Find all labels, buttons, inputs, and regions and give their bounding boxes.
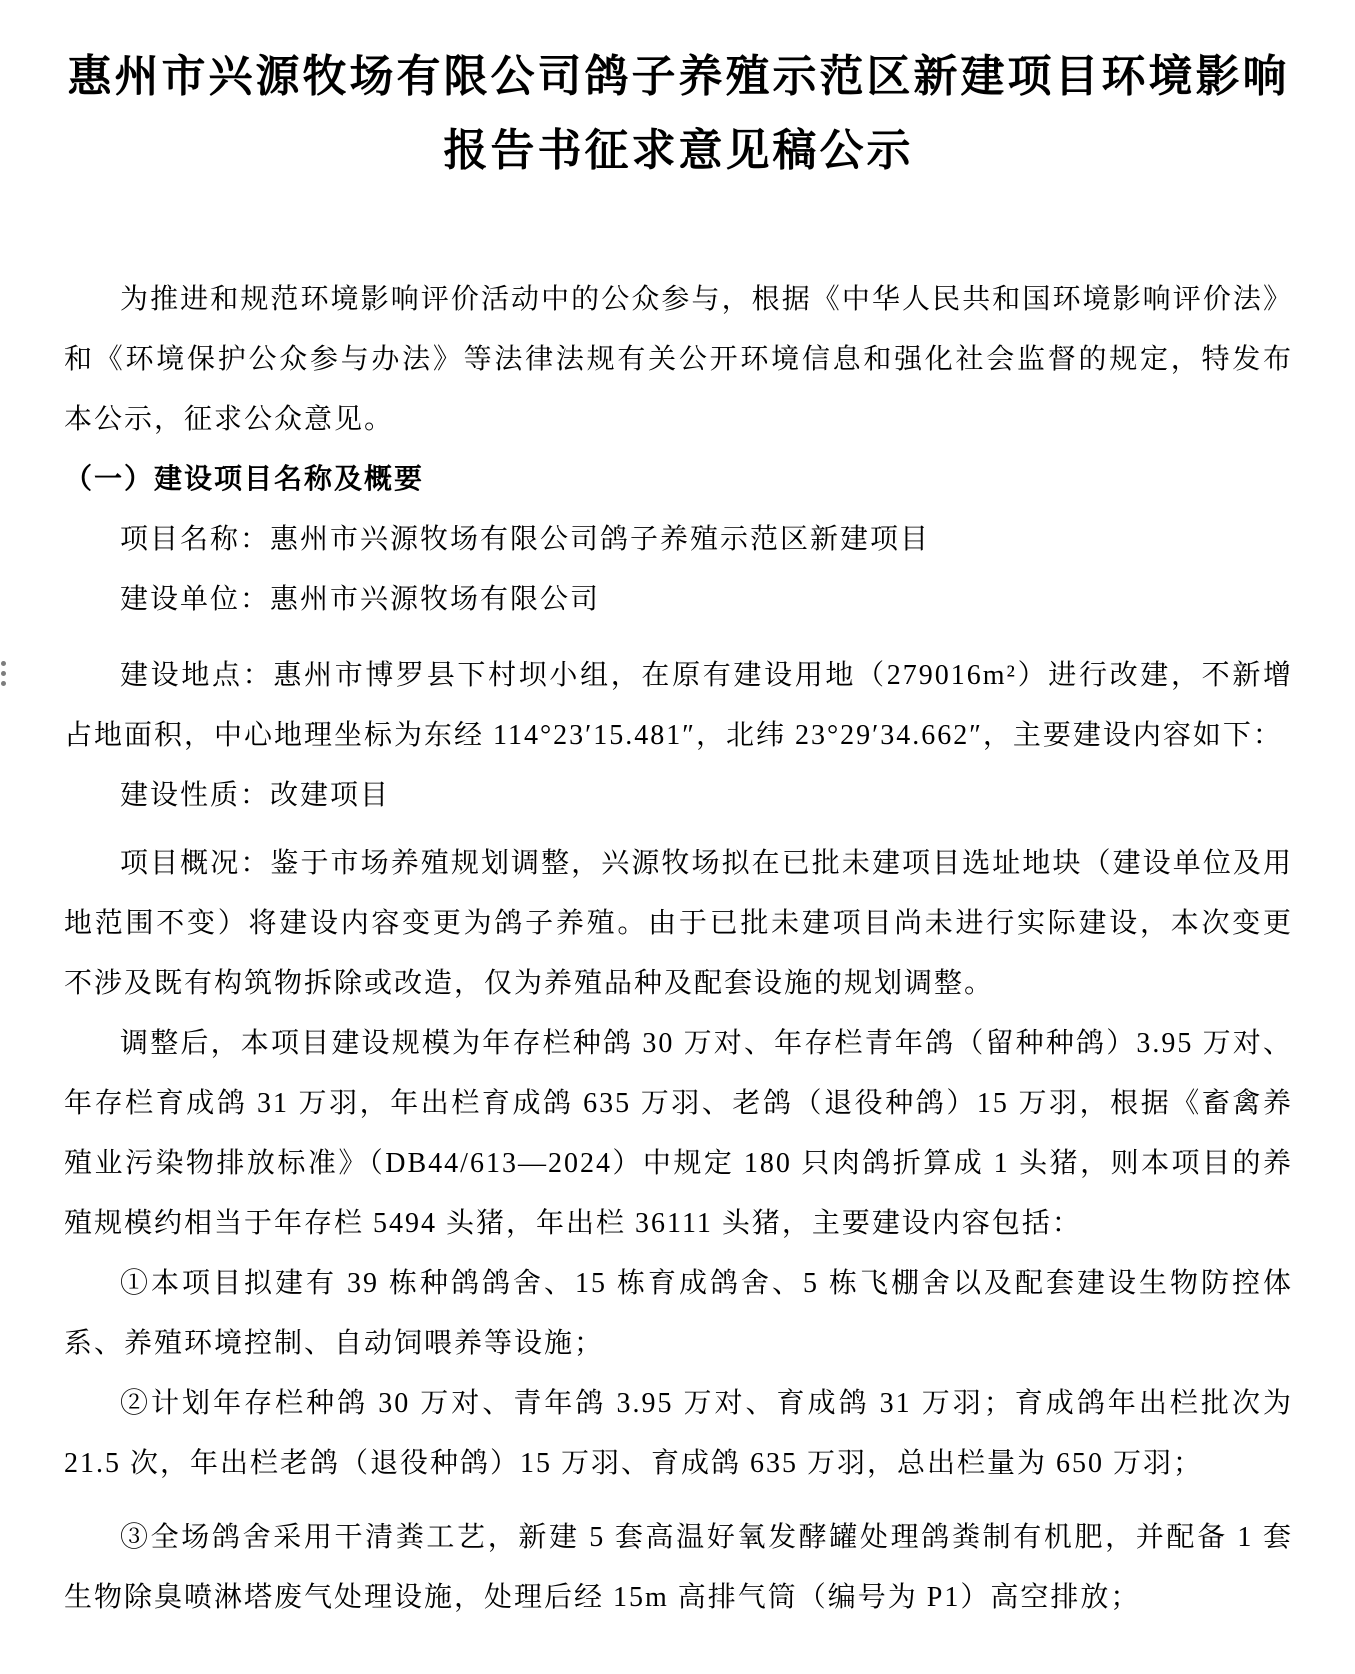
- vertical-dots-handle-icon[interactable]: [1, 661, 9, 686]
- document-title: [64, 40, 1293, 188]
- build-content-item-1-paragraph: ①本项目拟建有 39 栋种鸽鸽舍、15 栋育成鸽舍、5 栋飞棚舍以及配套建设生物防控体系、养殖环境控制、自动饲喂养等设施；: [64, 1268, 1293, 1359]
- section-one-heading: （一）建设项目名称及概要: [64, 464, 425, 495]
- construction-site-paragraph: 建设地点：惠州市博罗县下村坝小组，在原有建设用地（279016m²）进行改建，不新增占地面积，中心地理坐标为东经 114°23′15.481″，北纬 23°29′34.662″，主要建设内容如下：: [64, 660, 1293, 751]
- document-title-line-1: 惠州市兴源牧场有限公司鸽子养殖示范区新建项目环境影响: [67, 52, 1290, 101]
- handle-dot: [1, 661, 6, 666]
- intro-paragraph: 为推进和规范环境影响评价活动中的公众参与，根据《中华人民共和国环境影响评价法》和《环境保护公众参与办法》等法律法规有关公开环境信息和强化社会监督的规定，特发布本公示，征求公众意见。: [64, 284, 1293, 435]
- handle-dot: [1, 671, 6, 676]
- handle-dot: [1, 681, 6, 686]
- build-content-item-3-paragraph: ③全场鸽舍采用干清粪工艺，新建 5 套高温好氧发酵罐处理鸽粪制有机肥，并配备 1 套生物除臭喷淋塔废气处理设施，处理后经 15m 高排气筒（编号为 P1）高空排放；: [64, 1522, 1293, 1613]
- adjusted-scale-paragraph: 调整后，本项目建设规模为年存栏种鸽 30 万对、年存栏青年鸽（留种种鸽）3.95 万对、年存栏育成鸽 31 万羽，年出栏育成鸽 635 万羽、老鸽（退役种鸽）15 万羽，根据《畜禽养殖业污染物排放标准》（DB44/613—2024）中规定 180 只肉鸽折算成 1 头猪，则本项目的养殖规模约相当于年存栏 5494 头猪，年出栏 36111 头猪，主要建设内容包括：: [64, 1028, 1293, 1239]
- construction-nature-paragraph: 建设性质：改建项目: [120, 780, 391, 811]
- project-overview-paragraph: 项目概况：鉴于市场养殖规划调整，兴源牧场拟在已批未建项目选址地块（建设单位及用地范围不变）将建设内容变更为鸽子养殖。由于已批未建项目尚未进行实际建设，本次变更不涉及既有构筑物拆除或改造，仅为养殖品种及配套设施的规划调整。: [64, 848, 1293, 999]
- document-title-line-2: 报告书征求意见稿公示: [443, 126, 914, 175]
- construction-unit-paragraph: 建设单位：惠州市兴源牧场有限公司: [120, 584, 601, 615]
- project-name-paragraph: 项目名称：惠州市兴源牧场有限公司鸽子养殖示范区新建项目: [120, 524, 931, 555]
- build-content-item-2-paragraph: ②计划年存栏种鸽 30 万对、青年鸽 3.95 万对、育成鸽 31 万羽；育成鸽年出栏批次为 21.5 次，年出栏老鸽（退役种鸽）15 万羽、育成鸽 635 万羽，总出栏量为 650 万羽；: [64, 1388, 1293, 1479]
